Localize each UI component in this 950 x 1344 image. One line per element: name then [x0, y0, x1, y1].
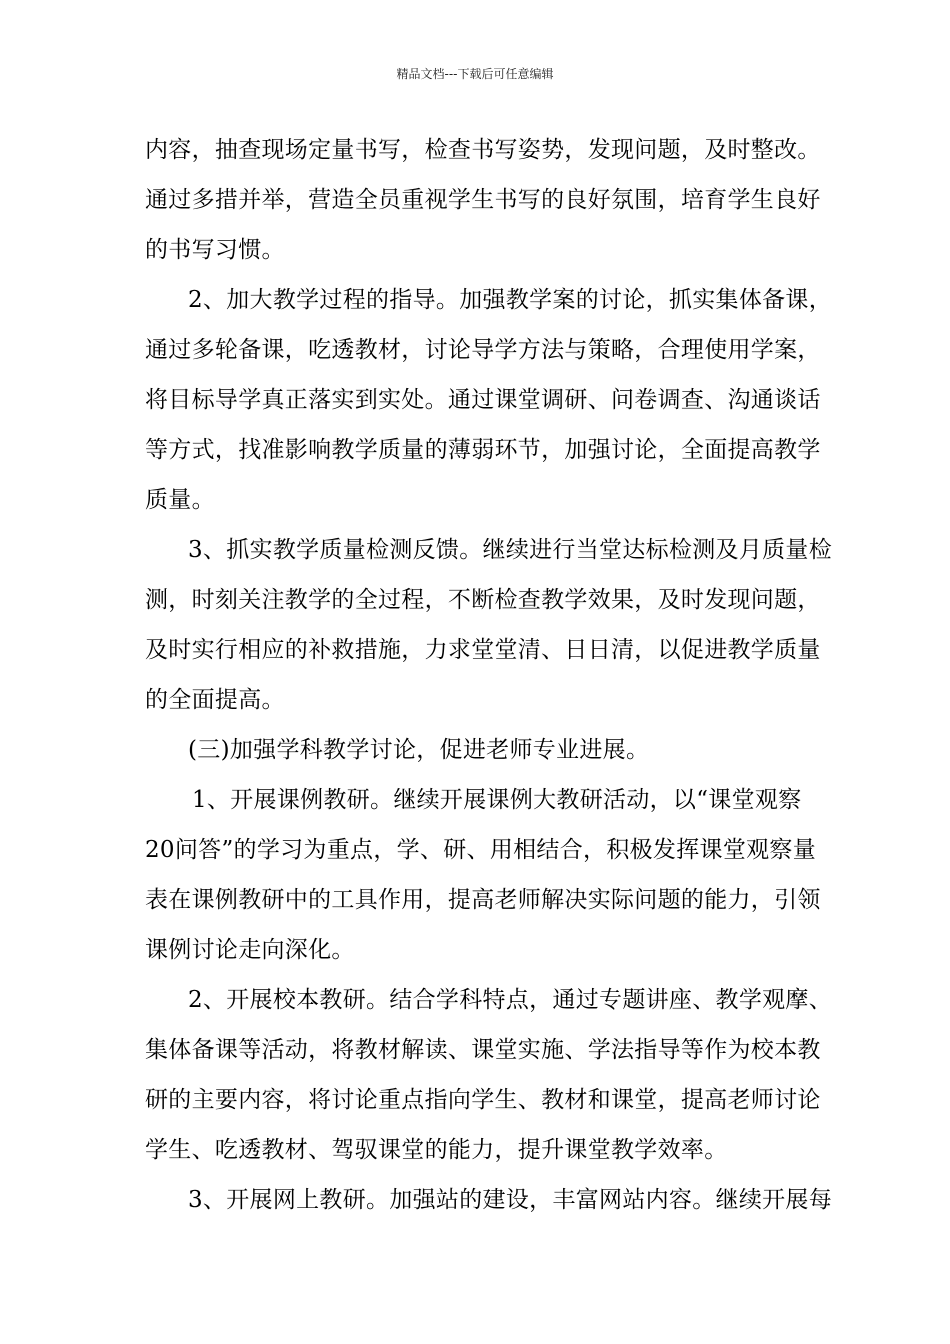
text-line: 表在课例教研中的工具作用，提高老师解决实际问题的能力，引领	[145, 887, 821, 913]
text-line: 的书写习惯。	[145, 237, 285, 263]
section-heading: (三)加强学科教学讨论，促进老师专业进展。	[188, 737, 650, 763]
text-line: 3、抓实教学质量检测反馈。继续进行当堂达标检测及月质量检	[188, 537, 833, 563]
text-line: 通过多措并举，营造全员重视学生书写的良好氛围，培育学生良好	[145, 187, 821, 213]
text-line: 学生、吃透教材、驾驭课堂的能力，提升课堂教学效率。	[145, 1137, 728, 1163]
text-line: 测，时刻关注教学的全过程，不断检查教学效果，及时发现问题，	[145, 587, 821, 613]
text-line: 2、加大教学过程的指导。加强教学案的讨论，抓实集体备课，	[188, 287, 833, 313]
text-line: 将目标导学真正落实到实处。通过课堂调研、问卷调查、沟通谈话	[145, 387, 821, 413]
text-line: 1、开展课例教研。继续开展课例大教研活动，以“课堂观察	[192, 787, 802, 813]
text-line: 课例讨论走向深化。	[145, 937, 355, 963]
text-line: 内容，抽查现场定量书写，检查书写姿势，发现问题，及时整改。	[145, 137, 821, 163]
text-line: 研的主要内容，将讨论重点指向学生、教材和课堂，提高老师讨论	[145, 1087, 821, 1113]
text-line: 3、开展网上教研。加强站的建设，丰富网站内容。继续开展每	[188, 1187, 833, 1213]
text-line: 的全面提高。	[145, 687, 285, 713]
text-line: 2、开展校本教研。结合学科特点，通过专题讲座、教学观摩、	[188, 987, 833, 1013]
text-line: 等方式，找准影响教学质量的薄弱环节，加强讨论，全面提高教学	[145, 437, 821, 463]
text-line: 及时实行相应的补救措施，力求堂堂清、日日清，以促进教学质量	[145, 637, 821, 663]
page-header: 精品文档---下载后可任意编辑	[396, 67, 554, 81]
text-line: 通过多轮备课，吃透教材，讨论导学方法与策略，合理使用学案，	[145, 337, 821, 363]
text-line: 质量。	[145, 487, 215, 513]
text-line: 集体备课等活动，将教材解读、课堂实施、学法指导等作为校本教	[145, 1037, 821, 1063]
text-line: 20问答”的学习为重点，学、研、用相结合，积极发挥课堂观察量	[145, 837, 817, 863]
